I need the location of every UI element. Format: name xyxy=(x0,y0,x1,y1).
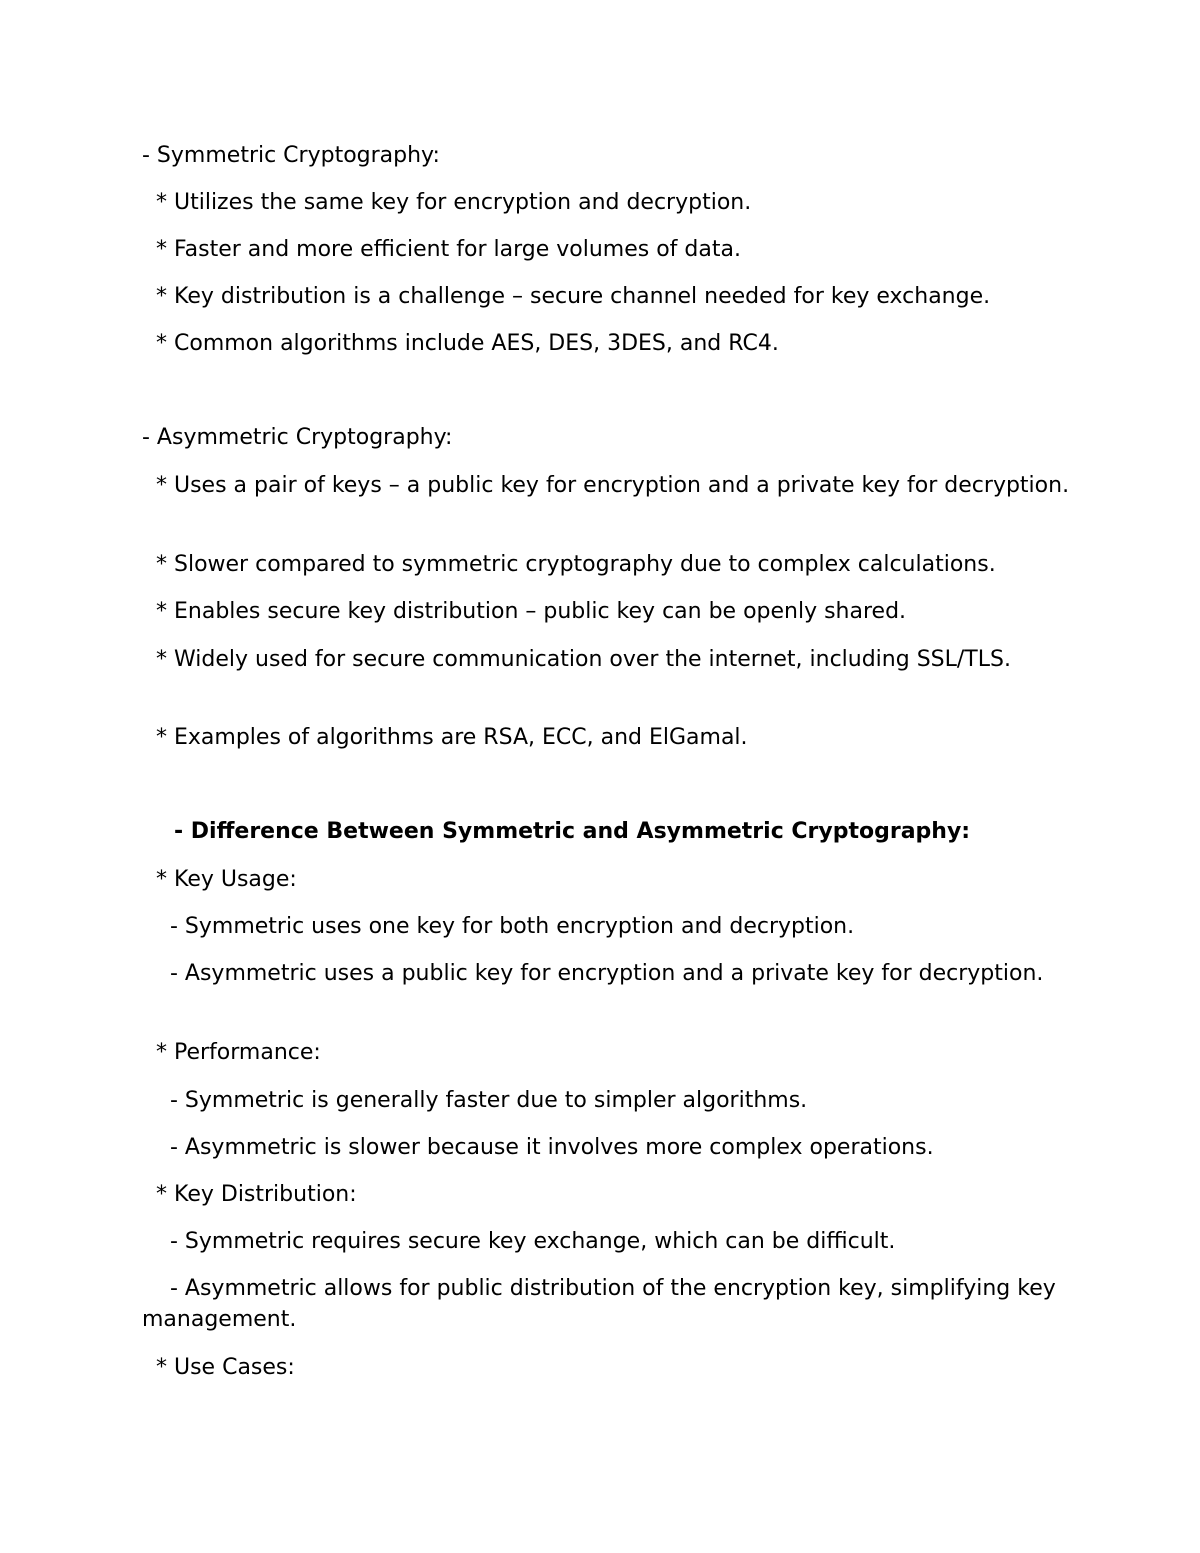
key-usage-label: * Key Usage: xyxy=(142,867,297,892)
asymmetric-heading: - Asymmetric Cryptography: xyxy=(142,425,453,450)
symmetric-heading: - Symmetric Cryptography: xyxy=(142,143,440,168)
asymmetric-point: * Widely used for secure communication over the internet, including SSL/TLS. xyxy=(142,647,1011,672)
key-distribution-item: - Symmetric requires secure key exchange, which can be difficult. xyxy=(142,1229,896,1254)
symmetric-point: * Faster and more efficient for large volumes of data. xyxy=(142,237,741,262)
asymmetric-point: * Uses a pair of keys – a public key for encryption and a private key for decryption. xyxy=(142,473,1070,498)
performance-label: * Performance: xyxy=(142,1040,321,1065)
key-distribution-item: - Asymmetric allows for public distribution of the encryption key, simplifying key management. xyxy=(142,1276,1063,1332)
difference-heading: - Difference Between Symmetric and Asymmetric Cryptography: xyxy=(174,819,971,844)
symmetric-point: * Key distribution is a challenge – secure channel needed for key exchange. xyxy=(142,284,991,309)
key-usage-item: - Asymmetric uses a public key for encryption and a private key for decryption. xyxy=(142,961,1044,986)
performance-item: - Asymmetric is slower because it involves more complex operations. xyxy=(142,1135,934,1160)
asymmetric-point: * Slower compared to symmetric cryptography due to complex calculations. xyxy=(142,552,996,577)
asymmetric-point: * Enables secure key distribution – public key can be openly shared. xyxy=(142,599,907,624)
symmetric-point: * Common algorithms include AES, DES, 3DES, and RC4. xyxy=(142,331,779,356)
key-usage-item: - Symmetric uses one key for both encryption and decryption. xyxy=(142,914,855,939)
key-distribution-label: * Key Distribution: xyxy=(142,1182,357,1207)
performance-item: - Symmetric is generally faster due to simpler algorithms. xyxy=(142,1088,808,1113)
symmetric-point: * Utilizes the same key for encryption and decryption. xyxy=(142,190,752,215)
use-cases-label: * Use Cases: xyxy=(142,1355,295,1380)
asymmetric-point: * Examples of algorithms are RSA, ECC, and ElGamal. xyxy=(142,725,748,750)
